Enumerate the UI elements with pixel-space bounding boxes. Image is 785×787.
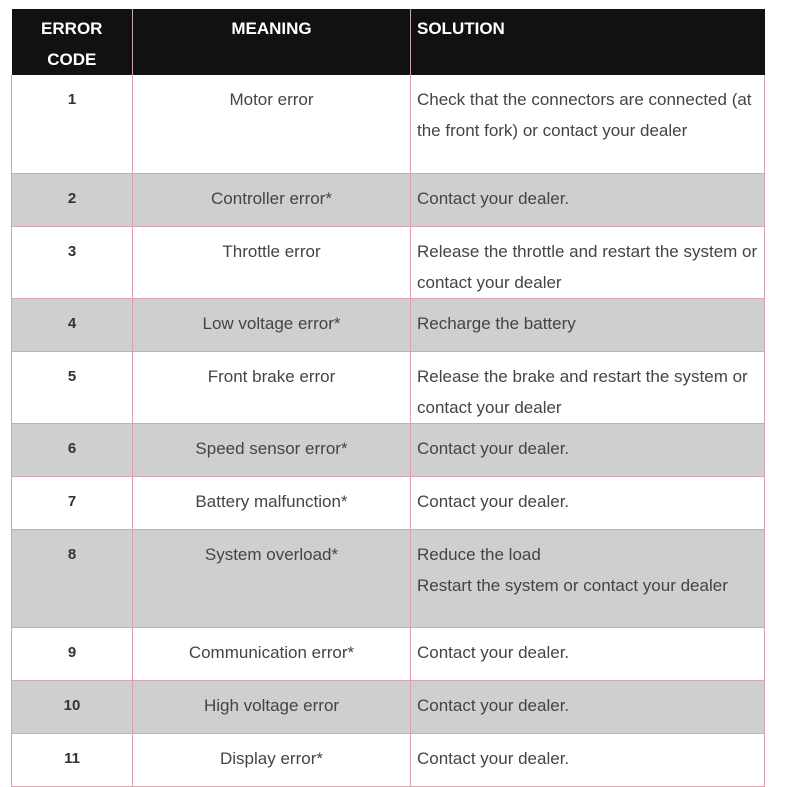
error-code-cell: 7 xyxy=(12,476,133,529)
error-code-cell: 2 xyxy=(12,173,133,226)
error-code-cell: 3 xyxy=(12,226,133,298)
header-error-code xyxy=(12,9,133,75)
header-solution: SOLUTION xyxy=(411,9,765,75)
meaning-cell: Throttle error xyxy=(133,226,411,298)
header-meaning: MEANING xyxy=(133,9,411,75)
meaning-cell: Low voltage error* xyxy=(133,298,411,351)
meaning-cell: High voltage error xyxy=(133,680,411,733)
solution-cell xyxy=(411,529,765,627)
error-code-cell: 1 xyxy=(12,75,133,173)
table-row xyxy=(12,627,765,680)
table-row xyxy=(12,476,765,529)
meaning-cell: Battery malfunction* xyxy=(133,476,411,529)
meaning-cell: Display error* xyxy=(133,733,411,786)
table-row xyxy=(12,298,765,351)
table-row xyxy=(12,351,765,423)
solution-cell: Contact your dealer. xyxy=(411,173,765,226)
header-code-line2: CODE xyxy=(47,50,97,69)
table-row xyxy=(12,680,765,733)
meaning-cell: Communication error* xyxy=(133,627,411,680)
header-code-line1: ERROR xyxy=(41,19,103,38)
solution-cell: Release the throttle and restart the system or contact your dealer xyxy=(411,226,765,298)
table-row xyxy=(12,733,765,786)
solution-cell: Contact your dealer. xyxy=(411,733,765,786)
solution-cell: Contact your dealer. xyxy=(411,423,765,476)
meaning-cell: Front brake error xyxy=(133,351,411,423)
error-code-cell: 4 xyxy=(12,298,133,351)
meaning-cell: Speed sensor error* xyxy=(133,423,411,476)
error-code-cell: 5 xyxy=(12,351,133,423)
solution-cell: Contact your dealer. xyxy=(411,476,765,529)
table-row xyxy=(12,226,765,298)
table-row xyxy=(12,529,765,627)
error-code-cell: 9 xyxy=(12,627,133,680)
meaning-cell: Controller error* xyxy=(133,173,411,226)
solution-line: Reduce the load xyxy=(417,544,541,564)
solution-line: Restart the system or contact your dealer xyxy=(417,575,728,595)
table-row xyxy=(12,173,765,226)
table-row xyxy=(12,75,765,173)
meaning-cell: System overload* xyxy=(133,529,411,627)
error-code-table xyxy=(11,9,765,787)
solution-cell: Contact your dealer. xyxy=(411,680,765,733)
error-code-cell: 8 xyxy=(12,529,133,627)
solution-cell: Contact your dealer. xyxy=(411,627,765,680)
error-code-cell: 6 xyxy=(12,423,133,476)
meaning-cell: Motor error xyxy=(133,75,411,173)
solution-cell: Recharge the battery xyxy=(411,298,765,351)
header-row xyxy=(12,9,765,75)
solution-cell: Release the brake and restart the system or contact your dealer xyxy=(411,351,765,423)
table-row xyxy=(12,423,765,476)
error-code-cell: 10 xyxy=(12,680,133,733)
error-code-cell: 11 xyxy=(12,733,133,786)
solution-cell: Check that the connectors are connected (at the front fork) or contact your dealer xyxy=(411,75,765,173)
